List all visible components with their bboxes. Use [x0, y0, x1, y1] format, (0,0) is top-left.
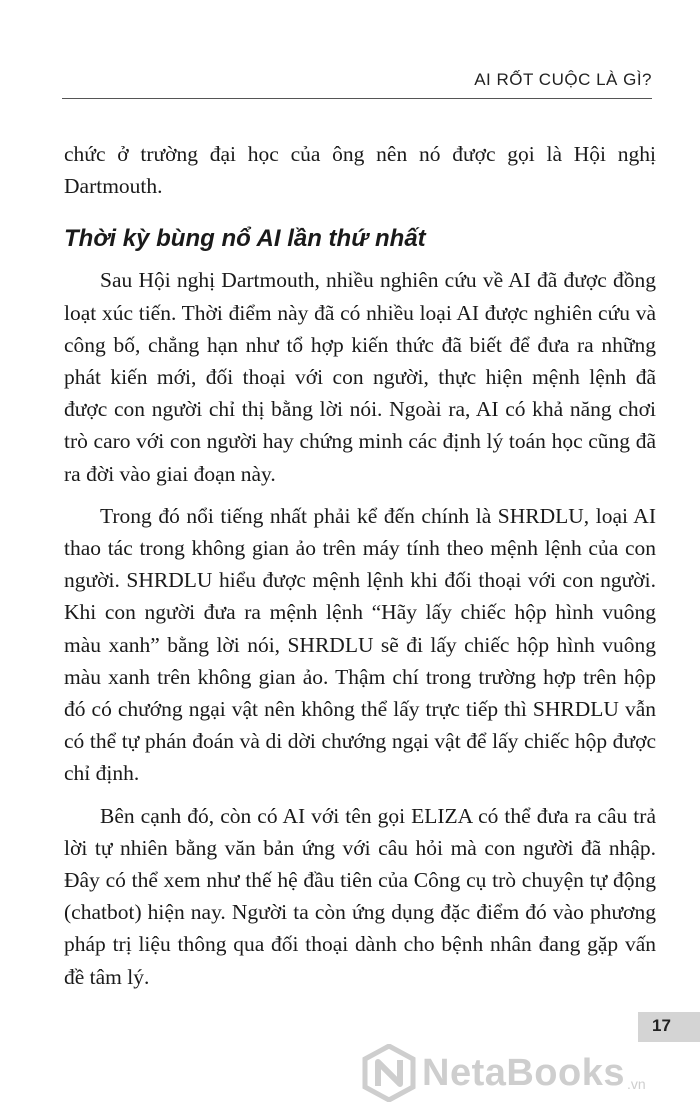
running-header: AI RỐT CUỘC LÀ GÌ? — [474, 70, 652, 89]
paragraph-eliza: Bên cạnh đó, còn có AI với tên gọi ELIZA có thể đưa ra câu trả lời tự nhiên bằng văn bản ứng với câu hỏi mà con người đã nhập. Đây có thể xem như thế hệ đầu tiên của Công cụ trò chuyện tự động (chatbot) hiện nay. Người ta còn ứng dụng đặc điểm đó vào phương pháp trị liệu thông qua đối thoại dành cho bệnh nhân đang gặp vấn đề tâm lý. — [64, 803, 656, 989]
page-number-tab — [638, 1012, 700, 1042]
page-body — [64, 138, 656, 993]
watermark-suffix: .vn — [627, 1076, 646, 1092]
header-divider — [62, 98, 652, 99]
netabooks-logo-icon — [362, 1044, 416, 1102]
paragraph-dartmouth: Sau Hội nghị Dartmouth, nhiều nghiên cứu về AI đã được đồng loạt xúc tiến. Thời điểm này đã có nhiều loại AI được nghiên cứu và công bố, chẳng hạn như tổ hợp kiến thức đã biết để đưa ra những phát kiến mới, đối thoại với con người, thực hiện mệnh lệnh đã được con người chỉ thị bằng lời nói. Ngoài ra, AI có khả năng chơi trò caro với con người hay chứng minh các định lý toán học cũng đã ra đời vào giai đoạn này. — [64, 268, 656, 486]
watermark — [362, 1044, 646, 1102]
paragraph-shrdlu: Trong đó nổi tiếng nhất phải kể đến chính là SHRDLU, loại AI thao tác trong không gian ảo trên máy tính theo mệnh lệnh của con người. SHRDLU hiểu được mệnh lệnh khi đối thoại với con người. Khi con người đưa ra mệnh lệnh “Hãy lấy chiếc hộp hình vuông màu xanh” bằng lời nói, SHRDLU sẽ đi lấy chiếc hộp hình vuông màu xanh trên không gian ảo. Thậm chí trong trường hợp trên hộp đó có chướng ngại vật nên không thể lấy trực tiếp thì SHRDLU vẫn có thể tự phán đoán và di dời chướng ngại vật để lấy chiếc hộp được chỉ định. — [64, 503, 656, 786]
section-heading: Thời kỳ bùng nổ AI lần thứ nhất — [64, 225, 426, 253]
watermark-brand: NetaBooks — [422, 1051, 625, 1094]
page-number: 17 — [652, 1016, 671, 1035]
intro-paragraph: chức ở trường đại học của ông nên nó được gọi là Hội nghị Dartmouth. — [64, 142, 656, 199]
